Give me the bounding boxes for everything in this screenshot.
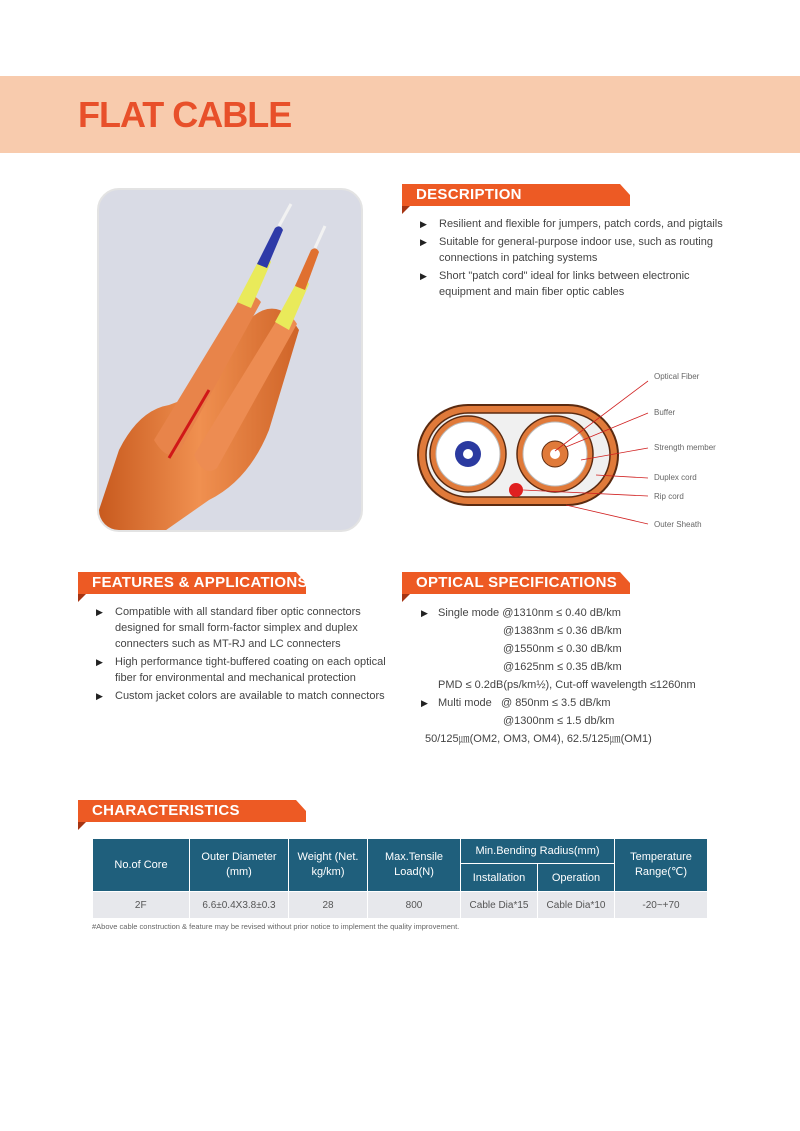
cable-photo (97, 188, 363, 532)
list-item: ▶ Suitable for general-purpose indoor use, such as routing connections in patching systems (420, 236, 713, 264)
features-list (94, 604, 394, 706)
cell-operation: Cable Dia*10 (538, 892, 615, 919)
characteristics-table (92, 838, 708, 918)
features-heading (78, 572, 306, 594)
characteristics-heading (78, 800, 306, 822)
header-diameter: Outer Diameter (mm) (190, 839, 289, 892)
list-item: ▶ Resilient and flexible for jumpers, patch cords, and pigtails (420, 218, 723, 230)
description-list (418, 216, 738, 302)
label-buffer: Buffer (654, 408, 676, 417)
list-item: ▶ Short "patch cord" ideal for links between electronic equipment and main fiber optic cables (420, 270, 690, 298)
list-item: ▶ Custom jacket colors are available to match connectors (96, 690, 385, 702)
table-row (93, 892, 708, 919)
header-temperature: Temperature Range(℃) (615, 839, 708, 892)
features-heading-text: FEATURES & APPLICATIONS (92, 574, 308, 591)
label-strength-member: Strength member (654, 443, 716, 452)
label-outer-sheath: Outer Sheath (654, 520, 702, 529)
label-rip-cord: Rip cord (654, 492, 684, 501)
cell-diameter: 6.6±0.4X3.8±0.3 (190, 892, 289, 919)
header-bending: Min.Bending Radius(mm) (461, 839, 615, 864)
label-duplex-cord: Duplex cord (654, 473, 697, 482)
page-title: FLAT CABLE (78, 94, 292, 135)
cable-cross-section-diagram (416, 365, 726, 535)
header-operation: Operation (538, 864, 615, 892)
cell-temperature: -20~+70 (615, 892, 708, 919)
header-tensile: Max.Tensile Load(N) (368, 839, 461, 892)
cell-installation: Cable Dia*15 (461, 892, 538, 919)
characteristics-heading-text: CHARACTERISTICS (92, 802, 240, 819)
optical-heading-text: OPTICAL SPECIFICATIONS (416, 574, 618, 591)
cell-cores: 2F (93, 892, 190, 919)
header-installation: Installation (461, 864, 538, 892)
cell-tensile: 800 (368, 892, 461, 919)
footnote: #Above cable construction & feature may be revised without prior notice to implement the quality improvement. (92, 922, 460, 931)
list-item: ▶ Compatible with all standard fiber optic connectors designed for small form-factor simplex and duplex connecters such as MT-RJ and LC connecters (96, 606, 361, 650)
label-optical-fiber: Optical Fiber (654, 372, 700, 381)
description-heading (402, 184, 630, 206)
description-heading-text: DESCRIPTION (416, 186, 522, 203)
title-banner (0, 76, 800, 153)
header-cores: No.of Core (93, 839, 190, 892)
cell-weight: 28 (289, 892, 368, 919)
optical-heading (402, 572, 630, 594)
list-item: ▶ High performance tight-buffered coating on each optical fiber for environmental and mechanical protection (96, 656, 386, 684)
header-weight: Weight (Net. kg/km) (289, 839, 368, 892)
cable-illustration (99, 190, 361, 530)
